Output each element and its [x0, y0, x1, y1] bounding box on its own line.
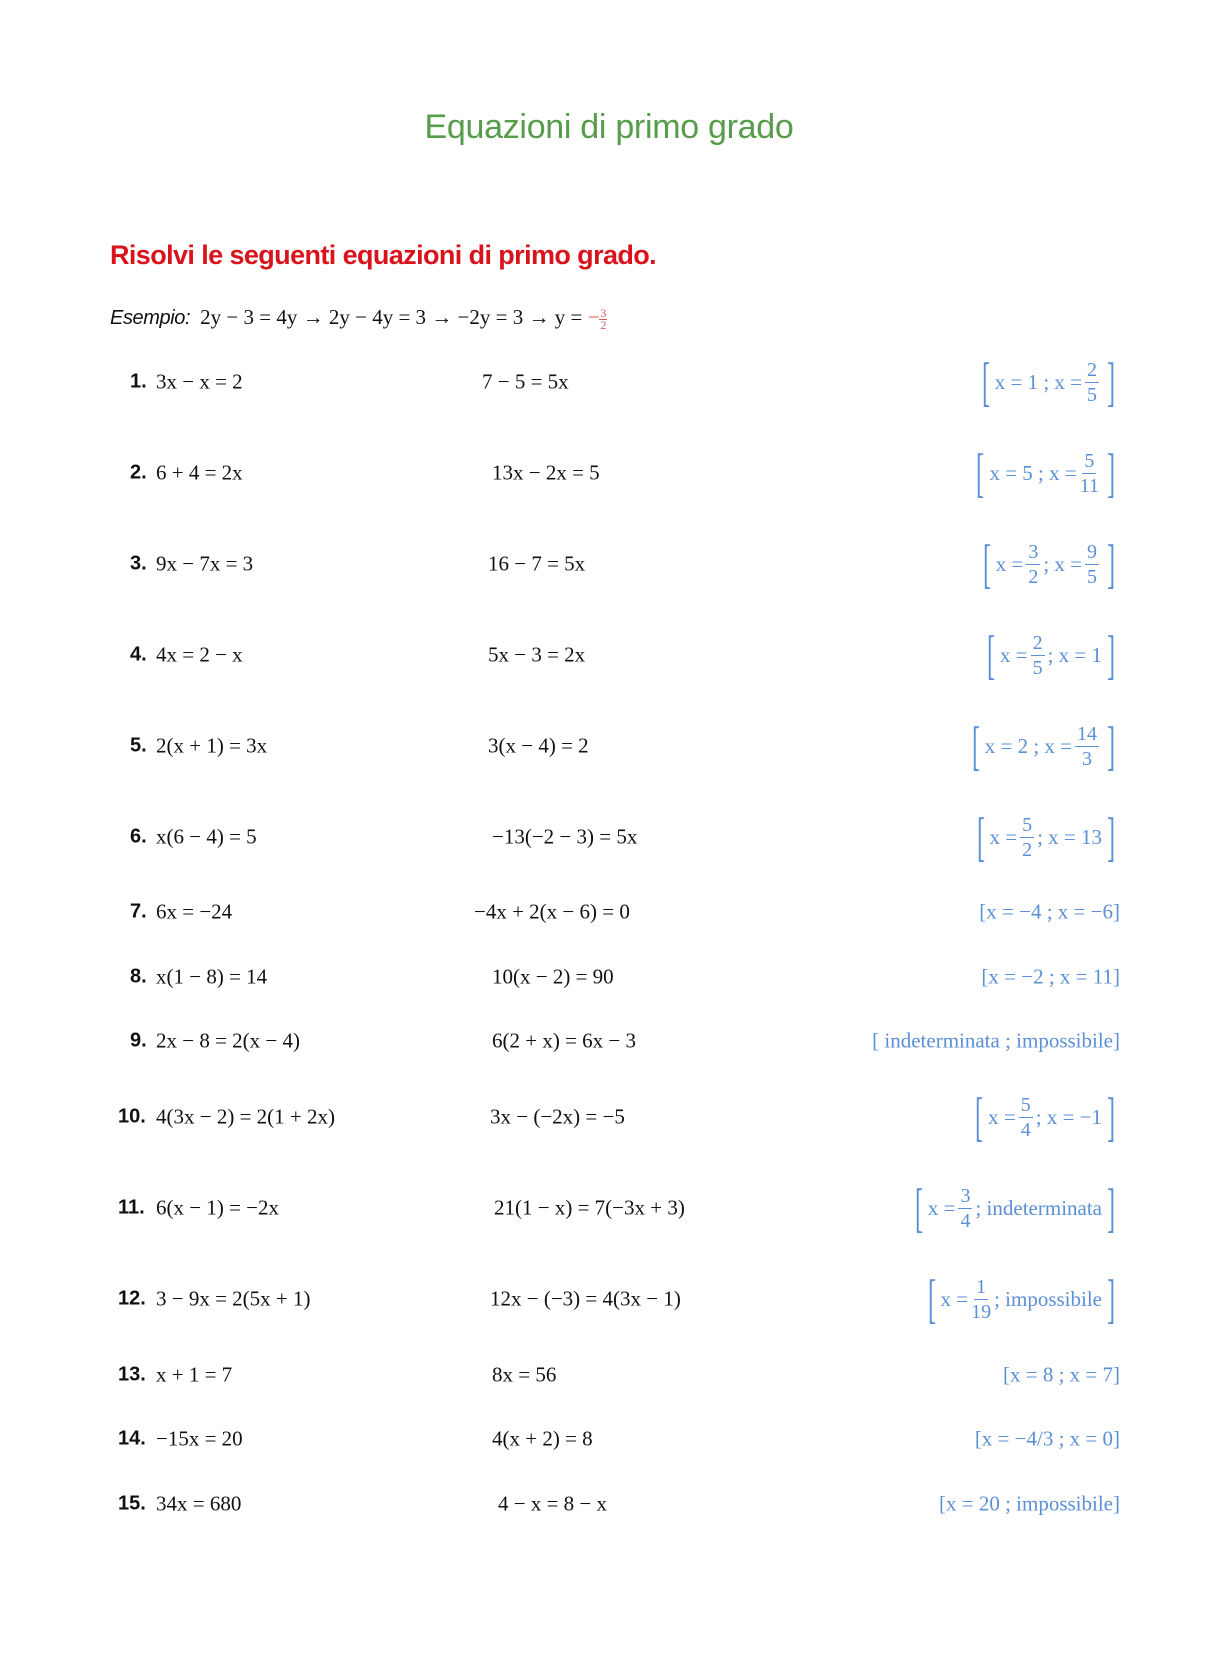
equation-b: 4(x + 2) = 8 [492, 1426, 593, 1451]
exercise-row [0, 1345, 1218, 1405]
bracket-close: ] [1106, 625, 1116, 685]
answer: [ indeterminata ; impossibile] [872, 1028, 1120, 1053]
bracket-close: ] [1106, 443, 1116, 503]
exercise-number: 9. [130, 1029, 147, 1052]
answer: [ x = $\frac{5}{4}$ ; x = −1 ] [975, 1087, 1116, 1147]
equation-b: 21(1 − x) = 7(−3x + 3) [494, 1195, 685, 1220]
equation-b: 16 − 7 = 5x [488, 551, 586, 576]
bracket-open: [ [927, 1269, 936, 1329]
equation-a: 6x = −24 [156, 899, 233, 924]
equation-b: 8x = 56 [492, 1362, 557, 1387]
exercise-row [0, 1087, 1218, 1147]
exercise-number: 4. [130, 643, 147, 666]
bracket-close: ] [1106, 352, 1116, 412]
exercise-number: 8. [130, 965, 147, 988]
bracket-open: [ [971, 716, 980, 776]
exercise-row [0, 882, 1218, 942]
equation-a: 2(x + 1) = 3x [156, 733, 268, 758]
answer: [x = −4/3 ; x = 0] [974, 1426, 1120, 1451]
equation-b: −4x + 2(x − 6) = 0 [474, 899, 630, 924]
bracket-open: [ [975, 1087, 984, 1147]
answer: [x = 8 ; x = 7] [1002, 1362, 1120, 1387]
exercise-number: 10. [118, 1105, 146, 1128]
equation-a: x + 1 = 7 [156, 1362, 233, 1387]
equation-a: 4x = 2 − x [156, 642, 243, 667]
equation-b: 13x − 2x = 5 [492, 460, 600, 485]
exercise-number: 11. [118, 1196, 145, 1219]
exercise-number: 6. [130, 825, 147, 848]
answer: [ x = $\frac{3}{4}$ ; indeterminata ] [914, 1178, 1116, 1238]
equation-a: −15x = 20 [156, 1426, 243, 1451]
exercise-row [0, 443, 1218, 503]
exercise-row [0, 1011, 1218, 1071]
equation-a: 4(3x − 2) = 2(1 + 2x) [156, 1104, 336, 1129]
exercise-number: 5. [130, 734, 147, 757]
exercise-number: 15. [118, 1492, 146, 1515]
equation-b: 3(x − 4) = 2 [488, 733, 589, 758]
equation-b: 6(2 + x) = 6x − 3 [492, 1028, 637, 1053]
answer: [x = 20 ; impossibile] [938, 1491, 1120, 1516]
exercise-row [0, 807, 1218, 867]
bracket-open: [ [982, 534, 991, 594]
example-label: Esempio: [110, 307, 191, 329]
exercise-row [0, 1269, 1218, 1329]
answer: [ x = $\frac{2}{5}$ ; x = 1 ] [986, 625, 1116, 685]
equation-a: 3x − x = 2 [156, 369, 243, 394]
exercise-number: 12. [118, 1287, 146, 1310]
equation-a: x(6 − 4) = 5 [156, 824, 257, 849]
equation-a: 6 + 4 = 2x [156, 460, 243, 485]
exercise-number: 14. [118, 1427, 146, 1450]
exercise-number: 1. [130, 370, 147, 393]
answer: [ x = $\frac{1}{19}$ ; impossibile ] [927, 1269, 1116, 1329]
equation-b: 4 − x = 8 − x [498, 1491, 608, 1516]
example-result: − $\frac{3}{2}$ [587, 305, 607, 332]
answer: [x = −4 ; x = −6] [979, 899, 1120, 924]
bracket-close: ] [1106, 807, 1116, 867]
answer: [ x = 5 ; x = $\frac{5}{11}$ ] [976, 443, 1116, 503]
bracket-close: ] [1106, 1087, 1116, 1147]
answer: [ x = 1 ; x = $\frac{2}{5}$ ] [981, 352, 1116, 412]
exercise-row [0, 625, 1218, 685]
instructions-heading: Risolvi le seguenti equazioni di primo grado. [110, 240, 657, 270]
exercise-row [0, 1178, 1218, 1238]
exercise-row [0, 1474, 1218, 1534]
example-line [110, 305, 607, 331]
page-title: Equazioni di primo grado [424, 108, 794, 146]
exercise-number: 3. [130, 552, 147, 575]
answer: [ x = 2 ; x = $\frac{14}{3}$ ] [971, 716, 1116, 776]
equation-a: 34x = 680 [156, 1491, 242, 1516]
equation-a: x(1 − 8) = 14 [156, 964, 268, 989]
equation-a: 6(x − 1) = −2x [156, 1195, 280, 1220]
exercise-row [0, 1409, 1218, 1469]
equation-b: 10(x − 2) = 90 [492, 964, 614, 989]
bracket-open: [ [986, 625, 996, 685]
bracket-open: [ [976, 807, 985, 867]
exercise-number: 7. [130, 900, 147, 923]
exercise-row [0, 352, 1218, 412]
equation-a: 3 − 9x = 2(5x + 1) [156, 1286, 311, 1311]
equation-b: 3x − (−2x) = −5 [490, 1104, 625, 1129]
equation-a: 9x − 7x = 3 [156, 551, 254, 576]
example-steps: 2y − 3 = 4y → 2y − 4y = 3 → −2y = 3 → y = [200, 305, 588, 329]
answer: [ x = $\frac{3}{2}$ ; x = $\frac{9}{5}$ ] [982, 534, 1116, 594]
equation-b: 12x − (−3) = 4(3x − 1) [490, 1286, 681, 1311]
equation-b: 7 − 5 = 5x [482, 369, 569, 394]
answer: [x = −2 ; x = 11] [981, 964, 1120, 989]
bracket-open: [ [914, 1178, 923, 1238]
exercise-number: 2. [130, 461, 147, 484]
answer: [ x = $\frac{5}{2}$ ; x = 13 ] [976, 807, 1116, 867]
bracket-close: ] [1106, 1178, 1116, 1238]
exercise-row [0, 947, 1218, 1007]
bracket-close: ] [1106, 534, 1116, 594]
bracket-close: ] [1106, 716, 1116, 776]
equation-a: 2x − 8 = 2(x − 4) [156, 1028, 301, 1053]
equation-b: −13(−2 − 3) = 5x [492, 824, 638, 849]
bracket-close: ] [1106, 1269, 1116, 1329]
equation-b: 5x − 3 = 2x [488, 642, 586, 667]
exercise-number: 13. [118, 1363, 146, 1386]
exercise-row [0, 534, 1218, 594]
bracket-open: [ [981, 352, 990, 412]
bracket-open: [ [976, 443, 985, 503]
exercise-row [0, 716, 1218, 776]
